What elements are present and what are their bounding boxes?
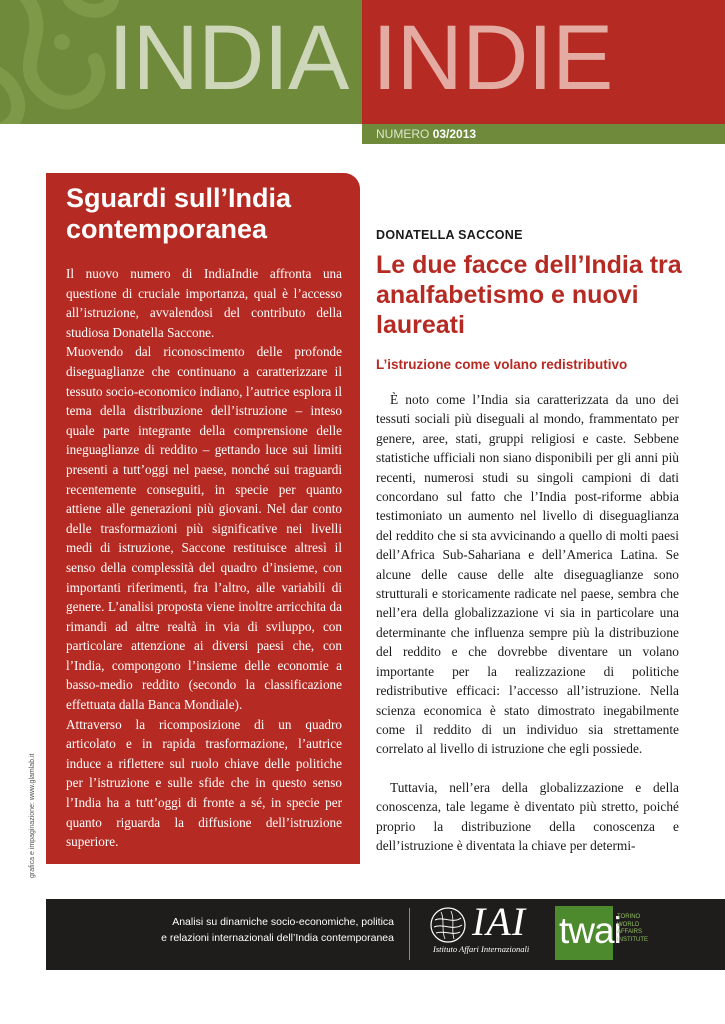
article-paragraph: È noto come l’India sia caratterizzata da uno dei tessuti sociali più diseguali al mondo, frammentato per genere, aree, stati, gruppi religiosi e caste. Sebbene statistiche ufficiali non siano disponibili per gli anni più recenti, numerosi studi su singoli campioni di dati concordano sul fatto che l’India post-riforme abbia testimoniato un aumento nel livello di diseguaglianza del reddito che si sta avvicinando a quello di molti paesi dell’Africa Sub-Sahariana e dell’America Latina. Se alcune delle cause delle alte diseguaglianze sono strutturali e storicamente radicate nel paese, sembra che nell’era della globalizzazione vi sia in particolare una determinante che influenza sempre più la distribuzione del reddito e che dovrebbe diventare un volano importante per la realizzazione di politiche redistributive efficaci: l’accesso all’istruzione. Nella scienza economica è stato dimostrato inegabilmente come il reddito di un individuo sia strettamente correlato al livello di istruzione che egli possiede.	[376, 392, 679, 757]
twai-subtitle-line: WORLD	[617, 921, 640, 928]
panel-paragraph: Il nuovo numero di IndiaIndie affronta una questione di cruciale importanza, qual è l’accesso all’istruzione, avvalendosi del contributo della studiosa Donatella Saccone.	[66, 266, 342, 340]
issue-label	[376, 124, 476, 144]
twai-subtitle-line: TORINO	[617, 914, 641, 920]
panel-paragraph: Muovendo dal riconoscimento delle profonde diseguaglianze che continuano a caratterizzare il tessuto socio-economico indiano, l’autrice esplora il tema della distribuzione dell’istruzione – inteso quale parte integrante della comprensione delle ineguaglianze di reddito – gettando luce sui limiti presenti a tutt’oggi nel paese, nonché sui traguardi recentemente conseguiti, in specie per quanto attiene alle generazioni più giovani. Nel dar conto delle trasformazioni più significative nei livelli medi di istruzione, Saccone restituisce altresì il senso della complessità del quadro d’insieme, con importanti riferimenti, fra l’altro, alle variabili di genere. L’analisi proposta viene inoltre arricchita da rimandi ad altre realtà in via di sviluppo, con particolare attenzione ai diversi paesi che, con l’India, compongono l’insieme delle economie a basso-medio reddito (secondo la classificazione effettuata dalla Banca Mondiale).	[66, 344, 342, 713]
footer-tagline-line: Analisi su dinamiche socio-economiche, politica	[172, 916, 394, 928]
issue-number: 03/2013	[432, 127, 477, 141]
article-body	[376, 390, 679, 855]
panel-text	[66, 264, 342, 852]
design-credit	[29, 728, 41, 878]
article-paragraph: Tuttavia, nell’era della globalizzazione e della conoscenza, tale legame è diventato più stretto, poiché proprio la distribuzione della conoscenza e dell’istruzione è diventata la chiave per determi-	[376, 779, 679, 853]
footer-tagline	[92, 914, 394, 946]
twai-subtitle-line: AFFAIRS	[617, 929, 643, 935]
masthead-word-right: INDIE	[372, 7, 613, 109]
twai-subtitle-line: INSTITUTE	[617, 936, 648, 943]
twai-logo: twai	[559, 910, 621, 951]
article-title: Le due facce dell’India tra analfabetismo e nuovi laureati	[376, 251, 682, 339]
footer-tagline-line: e relazioni internazionali dell’India contemporanea	[161, 932, 394, 944]
iai-logo: IAI	[472, 899, 527, 944]
twai-subtitle	[617, 914, 648, 944]
article-subtitle: L’istruzione come volano redistributivo	[376, 357, 628, 372]
issue-label-text: NUMERO	[376, 127, 430, 141]
iai-name: Istituto Affari Internazionali	[433, 944, 530, 954]
article-author: DONATELLA SACCONE	[376, 228, 523, 242]
design-credit-text: grafica e impaginazione: www.glamlab.it	[29, 753, 36, 878]
iai-globe-icon	[429, 906, 467, 944]
masthead-word-left: INDIA	[108, 7, 349, 109]
footer-divider	[409, 908, 410, 960]
panel-title: Sguardi sull’India contemporanea	[66, 183, 292, 244]
panel-paragraph: Attraverso la ricomposizione di un quadro articolato e in rapida trasformazione, l’autrice induce a riflettere sul ruolo chiave delle politiche per l’istruzione e sulle sfide che in questo senso l’India ha a tutt’oggi di fronte a sé, in specie per quanto riguarda la diffusione dell’istruzione superiore.	[66, 716, 342, 850]
